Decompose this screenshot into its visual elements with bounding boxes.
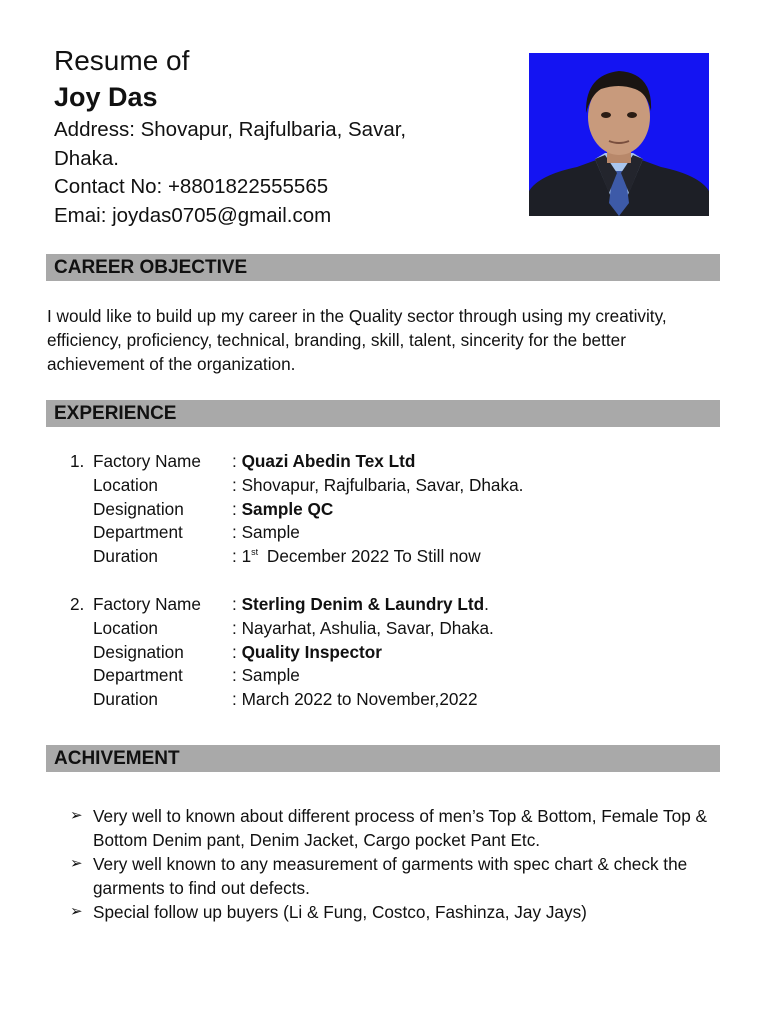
list-item: ➢ Very well known to any measurement of garments with spec chart & check the garments to find out defects. [70, 854, 688, 898]
list-item: ➢ Very well to known about different process of men’s Top & Bottom, Female Top & Bottom Denim pant, Denim Jacket, Cargo pocket Pant Etc. [70, 806, 707, 850]
email-address: Emai: joydas0705@gmail.com [54, 203, 332, 227]
duration-label: Duration [93, 546, 158, 567]
designation-label: Designation [93, 498, 184, 519]
career-objective-heading: CAREER OBJECTIVE [54, 257, 248, 278]
career-objective-heading-bar [46, 254, 720, 281]
resume-of-label: Resume of [54, 45, 190, 76]
portrait-illustration [529, 53, 709, 216]
designation-value: : Sample QC [232, 498, 334, 519]
resume-header [54, 44, 494, 230]
designation-value: : Quality Inspector [232, 641, 382, 662]
location-label: Location [93, 474, 158, 495]
department-value: : Sample [232, 665, 300, 686]
profile-photo [529, 53, 709, 216]
duration-value: : March 2022 to November,2022 [232, 689, 478, 710]
factory-name-value: : Quazi Abedin Tex Ltd [232, 451, 416, 471]
factory-name-value: : Sterling Denim & Laundry Ltd. [232, 594, 489, 614]
contact-number: Contact No: +8801822555565 [54, 175, 329, 198]
achievement-heading: ACHIVEMENT [54, 748, 180, 769]
achievement-list [70, 804, 710, 924]
location-value: : Shovapur, Rajfulbaria, Savar, Dhaka. [232, 474, 524, 495]
duration-label: Duration [93, 689, 158, 710]
address-line-2: Dhaka. [54, 146, 119, 170]
candidate-name: Joy Das [54, 82, 158, 112]
department-label: Department [93, 665, 183, 686]
arrow-bullet-icon: ➢ [70, 903, 83, 920]
location-label: Location [93, 617, 158, 638]
duration-value: : 1st December 2022 To Still now [232, 546, 481, 567]
designation-label: Designation [93, 641, 184, 662]
address-line-1: Address: Shovapur, Rajfulbaria, Savar, [54, 118, 407, 141]
arrow-bullet-icon: ➢ [70, 855, 83, 872]
department-label: Department [93, 522, 183, 543]
item-number: 2. [70, 594, 85, 614]
career-objective-text: I would like to build up my career in the Quality sector through using my creativity, efficiency, proficiency, technical, branding, skill, talent, sincerity for the better achievement of the organization. [47, 306, 667, 374]
department-value: : Sample [232, 522, 300, 543]
factory-name-label: Factory Name [93, 594, 201, 614]
experience-heading: EXPERIENCE [54, 403, 177, 424]
experience-heading-bar [46, 400, 720, 427]
location-value: : Nayarhat, Ashulia, Savar, Dhaka. [232, 617, 494, 638]
list-item: ➢ Special follow up buyers (Li & Fung, Costco, Fashinza, Jay Jays) [70, 902, 587, 922]
arrow-bullet-icon: ➢ [70, 807, 83, 824]
factory-name-label: Factory Name [93, 451, 201, 471]
item-number: 1. [70, 451, 85, 471]
achievement-heading-bar [46, 745, 720, 772]
